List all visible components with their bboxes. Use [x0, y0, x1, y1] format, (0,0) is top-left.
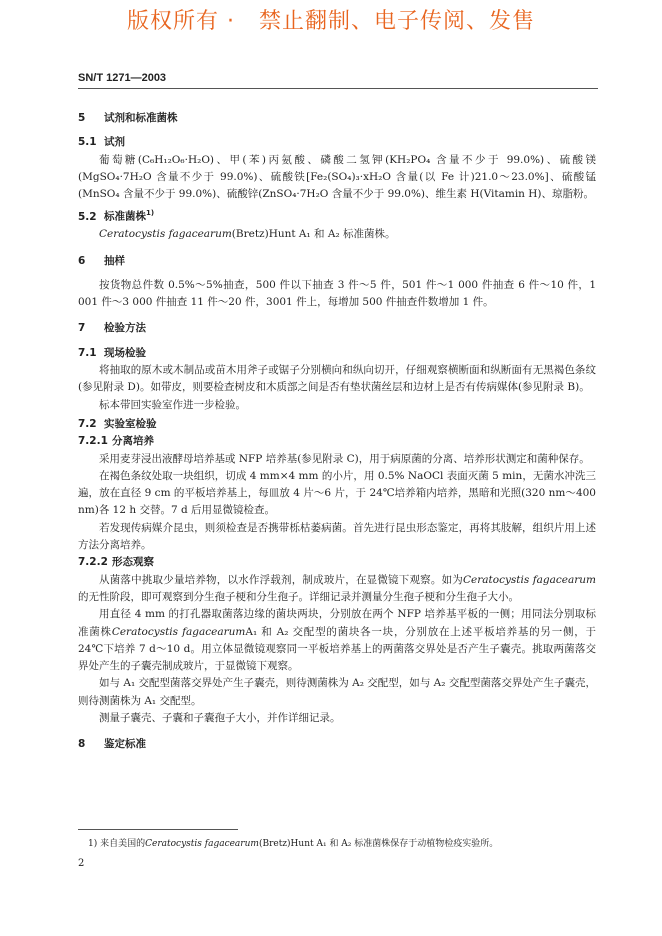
section-title: 试剂 — [104, 136, 125, 149]
section-number: 7.2.2 — [78, 556, 108, 569]
field-inspection-note: 标本带回实验室作进一步检验。 — [99, 398, 246, 411]
species-name: Ceratocystis fagacearum — [463, 573, 596, 586]
footnote-text: (Bretz)Hunt A₁ 和 A₂ 标准菌株保存于动植物检疫实验所。 — [258, 839, 499, 849]
document-body — [78, 110, 596, 761]
text-segment: 用直径 4 mm 的打孔器取菌落边缘的菌块两块，分别放在两个 NFP 培养基平板的一侧；用同法分别取标准菌株 — [78, 608, 596, 638]
morphology-paragraph-1 — [78, 572, 596, 607]
species-name: Ceratocystis fagacearum — [99, 228, 232, 241]
section-7-1-heading — [78, 345, 596, 362]
section-number: 7.2.1 — [78, 435, 108, 448]
section-title: 分离培养 — [112, 435, 154, 448]
text-segment: 从菌落中挑取少量培养物，以水作浮载剂，制成玻片，在显微镜下观察。如为 — [99, 573, 463, 586]
field-inspection-paragraph: 将抽取的原木或木制品或苗木用斧子或锯子分别横向和纵向切开，仔细观察横断面和纵断面有无黑褐色条纹(参见附录 D)。如带皮，则要检查树皮和木质部之间是否有垫状菌丝层和边材上是否有传病媒体(参见附录 B)。 — [78, 364, 596, 394]
sampling-paragraph: 按货物总件数 0.5%～5%抽查，500 件以下抽查 3 件～5 件，501 件～1 000 件抽查 6 件～10 件，1 001 件～3 000 件抽查 11 件～20 件，3001 件上，每增加 500 件抽查件数增加 1 件。 — [78, 278, 596, 309]
footnote-divider — [78, 829, 238, 830]
species-name: Ceratocystis fagacearum — [111, 625, 246, 638]
footnote-marker: 1) — [146, 209, 155, 218]
section-title: 实验室检验 — [104, 417, 157, 430]
section-7-2-2-heading — [78, 554, 596, 571]
section-title: 试剂和标准菌株 — [104, 112, 178, 124]
section-5-2-heading — [78, 205, 596, 226]
morphology-paragraph-2 — [78, 606, 596, 675]
footnote-text: 1) 来自美国的 — [88, 839, 146, 849]
section-8-heading — [78, 736, 596, 753]
section-title: 标准菌株 — [104, 210, 146, 223]
section-number: 5.2 — [78, 210, 97, 223]
species-name: Ceratocystis fagacearum — [145, 839, 259, 849]
text-segment: A₁ 和 A₂ 交配型的菌块各一块，分别放在上述平板培养基的另一侧，于 24℃下培养 7 d～10 d。用立体显微镜观察同一平板培养基上的两菌落交界处是否产生子囊壳。挑取两菌落交界处产生的子囊壳制成玻片，于显微镜下观察。 — [78, 625, 596, 673]
section-7-2-1-heading — [78, 433, 596, 450]
morphology-paragraph-4: 测量子囊壳、子囊和子囊孢子大小，并作详细记录。 — [99, 712, 341, 724]
section-number: 5 — [78, 112, 86, 124]
section-6-heading — [78, 253, 596, 270]
section-number: 7.2 — [78, 417, 97, 430]
section-5-heading — [78, 110, 596, 127]
strains-text: (Bretz)Hunt A₁ 和 A₂ 标准菌株。 — [231, 228, 396, 241]
section-number: 6 — [78, 254, 86, 267]
section-7-2-heading — [78, 416, 596, 433]
standard-number: SN/T 1271—2003 — [78, 72, 167, 84]
isolation-paragraph-2: 在褐色条纹处取一块组织，切成 4 mm×4 mm 的小片，用 0.5% NaOCl 表面灭菌 5 min，无菌水冲洗三遍，放在直径 9 cm 的平板培养基上，每皿放 4 片～6 片，于 24℃培养箱内培养，黑暗和光照(320 nm～400 nm)各 12 h 交替。7 d 后用显微镜检查。 — [78, 469, 596, 517]
section-7-heading — [78, 320, 596, 337]
morphology-paragraph-3: 如与 A₁ 交配型菌落交界处产生子囊壳，则待测菌株为 A₂ 交配型，如与 A₂ 交配型菌落交界处产生子囊壳，则待测菌株为 A₁ 交配型。 — [78, 677, 596, 707]
section-number: 5.1 — [78, 136, 97, 149]
isolation-paragraph-3: 若发现传病媒介昆虫，则须检查是否携带栎枯萎病菌。首先进行昆虫形态鉴定，再将其肢解，组织片用上述方法分离培养。 — [78, 521, 596, 552]
isolation-paragraph-1: 采用麦芽浸出液酵母培养基或 NFP 培养基(参见附录 C)，用于病原菌的分离、培养形状测定和菌种保存。 — [99, 452, 590, 465]
header-divider — [78, 88, 598, 89]
section-number: 7 — [78, 322, 86, 335]
strains-paragraph — [78, 226, 596, 243]
text-segment: 的无性阶段，即可观察到分生孢子梗和分生孢子。详细记录并测量分生孢子梗和分生孢子大小。 — [78, 590, 519, 603]
section-title: 现场检验 — [104, 346, 146, 359]
section-title: 抽样 — [104, 254, 125, 267]
page-number: 2 — [78, 858, 85, 869]
section-title: 鉴定标准 — [104, 738, 146, 751]
section-title: 形态观察 — [112, 556, 154, 569]
section-title: 检验方法 — [104, 322, 146, 335]
copyright-banner: 版权所有 · 禁止翻制、电子传阅、发售 — [127, 9, 535, 34]
section-number: 7.1 — [78, 346, 97, 359]
footnote — [88, 836, 498, 849]
section-number: 8 — [78, 738, 86, 751]
reagents-paragraph: 葡萄糖(C₆H₁₂O₆·H₂O)、甲(苯)丙氨酸、磷酸二氢钾(KH₂PO₄ 含量不少于 99.0%)、硫酸镁(MgSO₄·7H₂O 含量不少于 99.0%)、硫酸铁[Fe₂(SO₄)₃·xH₂O 含量(以 Fe 计)21.0～23.0%]、硫酸锰(MnSO₄ 含量不少于 99.0%)、硫酸锌(ZnSO₄·7H₂O 含量不少于 99.0%)、维生素 H(Vitamin H)、琼脂粉。 — [78, 153, 596, 201]
section-5-1-heading — [78, 134, 596, 151]
